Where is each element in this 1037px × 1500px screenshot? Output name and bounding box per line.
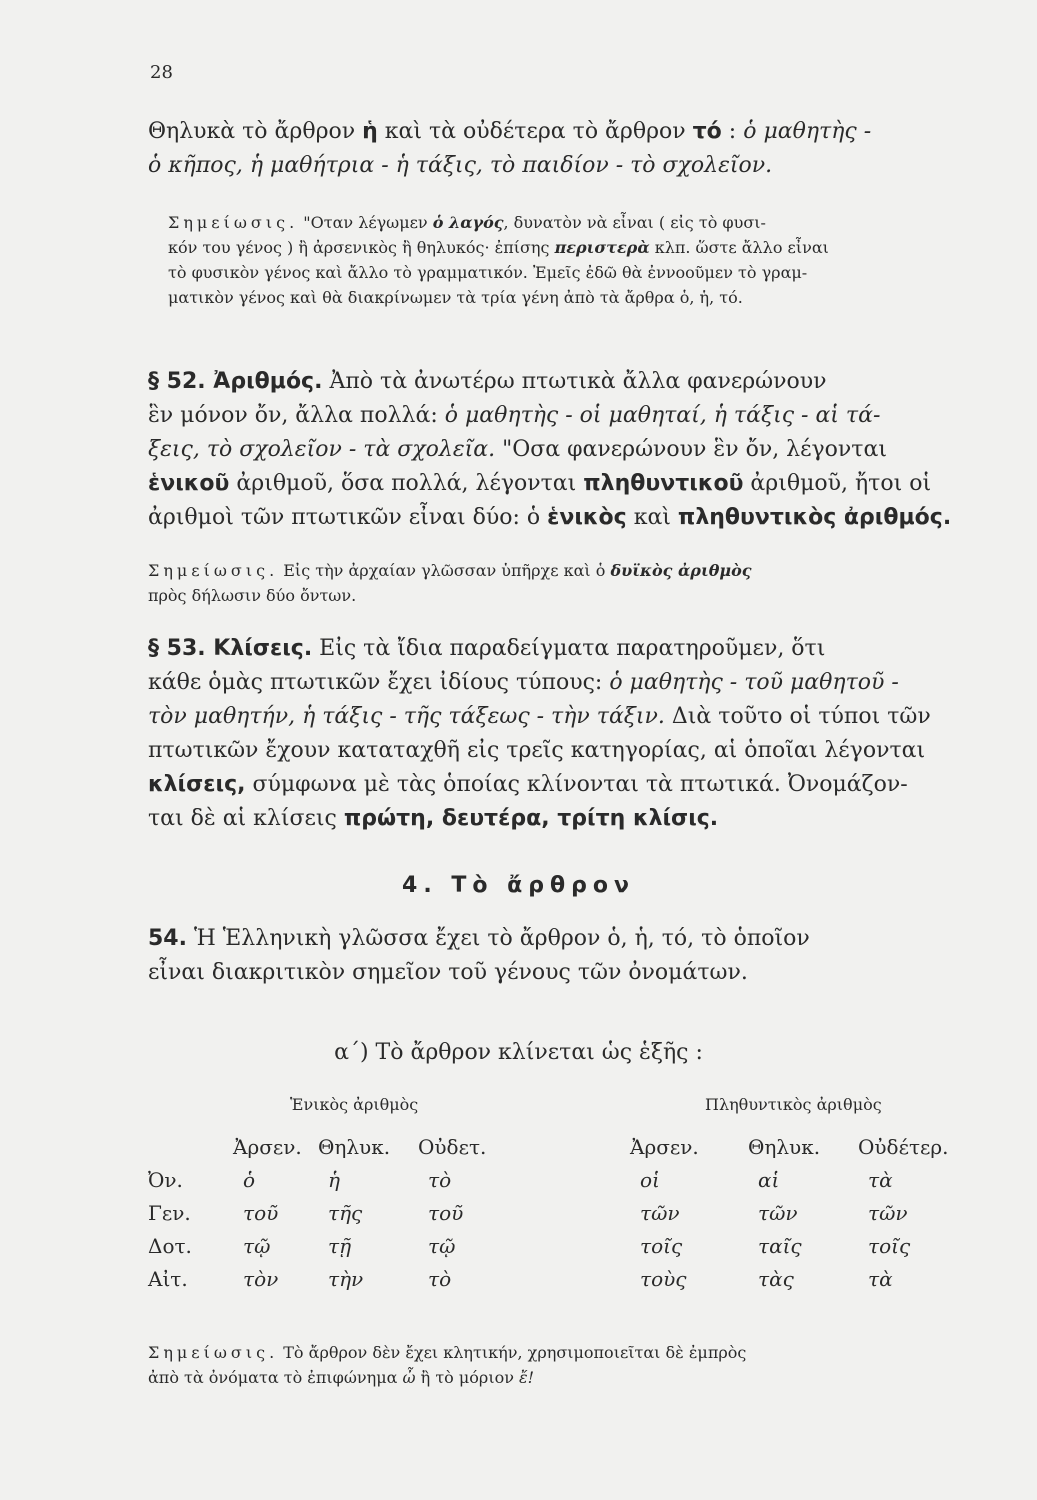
table-caption: α΄) Τὸ ἄρθρον κλίνεται ὡς ἑξῆς :	[334, 1040, 703, 1065]
text-run: ὦ	[402, 1368, 416, 1387]
text-run: τὸν μαθητήν, ἡ τάξις - τῆς τάξεως - τὴν τάξιν.	[148, 704, 665, 729]
text-line	[148, 922, 998, 956]
text-run: :	[721, 119, 744, 144]
text-run: ξεις, τὸ σχολεῖον - τὰ σχολεῖα.	[148, 437, 496, 462]
text-line	[168, 285, 998, 310]
text-run: Εἰς τὴν ἀρχαίαν γλῶσσαν ὑπῆρχε καὶ ὁ	[278, 561, 611, 580]
text-run: πληθυντικοῦ	[583, 471, 744, 496]
text-run: ἓν μόνον ὄν, ἄλλα πολλά:	[148, 403, 445, 428]
text-line	[148, 433, 998, 467]
text-run: ὁ λαγός	[432, 213, 504, 232]
text-run: κλπ. ὥστε ἄλλο εἶναι	[649, 238, 829, 257]
text-line	[168, 210, 998, 235]
text-run: Σημείωσις.	[148, 1343, 279, 1362]
table-cell: τῷ	[243, 1234, 271, 1258]
text-line	[148, 802, 998, 836]
table-cell: τοῦ	[428, 1201, 464, 1225]
text-run: ἔ!	[519, 1368, 535, 1387]
text-line	[148, 1365, 998, 1390]
table-cell: τὸ	[428, 1168, 452, 1192]
table-cell: τὰ	[868, 1168, 893, 1192]
text-line	[148, 583, 998, 608]
text-run: κάθε ὁμὰς πτωτικῶν ἔχει ἰδίους τύπους:	[148, 670, 610, 695]
text-run: πρὸς δήλωσιν δύο ὄντων.	[148, 586, 357, 605]
text-run: Ἡ Ἑλληνικὴ γλῶσσα ἔχει τὸ ἄρθρον ὁ, ἡ, τό, τὸ ὁποῖον	[186, 926, 810, 951]
text-line	[148, 149, 998, 183]
text-line	[148, 666, 998, 700]
text-run: ὁ μαθητὴς - τοῦ μαθητοῦ -	[609, 670, 899, 695]
page-number: 28	[150, 62, 173, 83]
text-run: "Οταν λέγωμεν	[298, 213, 433, 232]
section-52-number	[148, 365, 998, 535]
text-run: ἀριθμοῦ, ὅσα πολλά, λέγονται	[229, 471, 584, 496]
table-cell: τῶν	[758, 1201, 798, 1225]
text-line	[148, 700, 998, 734]
text-line	[148, 501, 998, 535]
singular-label: Ἑνικὸς ἀριθμὸς	[290, 1095, 419, 1114]
note-vocative	[148, 1340, 998, 1390]
text-run: πτωτικῶν ἔχουν καταταχθῆ εἰς τρεῖς κατηγορίας, αἱ ὁποῖαι λέγονται	[148, 738, 926, 763]
table-cell: τοὺς	[640, 1267, 687, 1291]
text-run: Σημείωσις.	[148, 561, 279, 580]
text-run: ὁ κῆπος, ἡ μαθήτρια - ἡ τάξις, τὸ παιδίον - τὸ σχολεῖον.	[148, 153, 773, 178]
intro-paragraph	[148, 115, 998, 183]
text-run: ἑνικοῦ	[148, 471, 230, 496]
text-run: πληθυντικὸς ἀριθμός.	[677, 505, 952, 530]
case-label: Αἰτ.	[148, 1267, 188, 1291]
table-cell: Ἀρσεν.	[630, 1135, 699, 1159]
table-cell: Ἀρσεν.	[233, 1135, 302, 1159]
table-cell: οἱ	[640, 1168, 660, 1192]
table-cell: τῆς	[328, 1201, 363, 1225]
text-run: § 52. Ἀριθμός.	[148, 369, 323, 394]
table-cell: τοῖς	[640, 1234, 683, 1258]
table-cell: τοῦ	[243, 1201, 279, 1225]
table-cell: Θηλυκ.	[748, 1135, 821, 1159]
text-run: § 53. Κλίσεις.	[148, 636, 313, 661]
text-line	[148, 768, 998, 802]
table-cell: τὸν	[243, 1267, 279, 1291]
text-run: τὸ φυσικὸν γένος καὶ ἄλλο τὸ γραμματικόν. Ἐμεῖς ἐδῶ θὰ ἐννοοῦμεν τὸ γραμ-	[168, 263, 808, 282]
text-line	[148, 558, 998, 583]
table-cell: αἱ	[758, 1168, 780, 1192]
section-54-article	[148, 922, 998, 990]
text-run: ἀριθμοὶ τῶν πτωτικῶν εἶναι δύο: ὁ	[148, 505, 548, 530]
text-line	[148, 115, 998, 149]
text-run: Θηλυκὰ τὸ ἄρθρον	[148, 119, 363, 144]
text-run: κλίσεις,	[148, 772, 246, 797]
section-53-declensions	[148, 632, 998, 836]
text-run: ἀπὸ τὰ ὀνόματα τὸ ἐπιφώνημα	[148, 1368, 403, 1387]
text-run: πρώτη, δευτέρα, τρίτη κλίσις.	[343, 806, 719, 831]
text-line	[168, 235, 998, 260]
table-cell: Οὐδετ.	[418, 1135, 487, 1159]
text-run: ἢ τὸ μόριον	[415, 1368, 520, 1387]
table-cell: τὸ	[428, 1267, 452, 1291]
text-run: εἶναι διακριτικὸν σημεῖον τοῦ γένους τῶν ὀνομάτων.	[148, 960, 748, 985]
text-run: ἀριθμοῦ, ἤτοι οἱ	[743, 471, 932, 496]
text-line	[148, 365, 998, 399]
table-cell: τῶν	[868, 1201, 908, 1225]
table-cell: τῶν	[640, 1201, 680, 1225]
text-run: Εἰς τὰ ἴδια παραδείγματα παρατηροῦμεν, ὅτι	[312, 636, 826, 661]
text-run: , δυνατὸν νὰ εἶναι ( εἰς τὸ φυσι-	[503, 213, 766, 232]
text-line	[148, 1340, 998, 1365]
text-run: Ἀπὸ τὰ ἀνωτέρω πτωτικὰ ἄλλα φανερώνουν	[322, 369, 827, 394]
table-cell: τὰ	[868, 1267, 893, 1291]
text-run: περιστερὰ	[554, 238, 650, 257]
table-cell: τῷ	[428, 1234, 456, 1258]
text-run: ὁ μαθητὴς -	[743, 119, 872, 144]
text-run: Διὰ τοῦτο οἱ τύποι τῶν	[664, 704, 931, 729]
table-cell: Οὐδέτερ.	[858, 1135, 949, 1159]
text-run: ὁ μαθητὴς - οἱ μαθηταί, ἡ τάξις - αἱ τά-	[444, 403, 881, 428]
text-run: ἡ	[362, 119, 378, 144]
text-run: "Οσα φανερώνουν ἓν ὄν, λέγονται	[495, 437, 887, 462]
section-title-article: 4. Τὸ ἄρθρον	[402, 873, 635, 898]
table-cell: τὰς	[758, 1267, 794, 1291]
text-run: 54.	[148, 926, 187, 951]
table-cell: τῇ	[328, 1234, 352, 1258]
text-run: δυϊκὸς ἀριθμὸς	[610, 561, 752, 580]
text-run: σύμφωνα μὲ τὰς ὁποίας κλίνονται τὰ πτωτικά. Ὀνομάζον-	[245, 772, 908, 797]
table-cell: ἡ	[328, 1168, 340, 1192]
case-label: Ὀν.	[148, 1168, 183, 1192]
table-cell: τοῖς	[868, 1234, 911, 1258]
table-cell: τὴν	[328, 1267, 364, 1291]
text-line	[148, 734, 998, 768]
text-run: τό	[692, 119, 722, 144]
text-line	[148, 467, 998, 501]
text-line	[148, 632, 998, 666]
text-run: κόν του γένος ) ἢ ἀρσενικὸς ἢ θηλυκός· ἐπίσης	[168, 238, 555, 257]
text-line	[148, 399, 998, 433]
case-label: Δοτ.	[148, 1234, 192, 1258]
table-cell: Θηλυκ.	[318, 1135, 391, 1159]
note-gender	[168, 210, 998, 310]
text-line	[148, 956, 998, 990]
plural-label: Πληθυντικὸς ἀριθμὸς	[705, 1095, 882, 1114]
text-run: καὶ	[626, 505, 678, 530]
table-cell: ταῖς	[758, 1234, 802, 1258]
text-line	[168, 260, 998, 285]
table-cell: ὁ	[243, 1168, 256, 1192]
case-label: Γεν.	[148, 1201, 191, 1225]
note-dual	[148, 558, 998, 608]
text-run: ματικὸν γένος καὶ θὰ διακρίνωμεν τὰ τρία γένη ἀπὸ τὰ ἄρθρα ὁ, ἡ, τό.	[168, 288, 743, 307]
text-run: καὶ τὰ οὐδέτερα τὸ ἄρθρον	[377, 119, 693, 144]
text-run: ται δὲ αἱ κλίσεις	[148, 806, 344, 831]
text-run: ἑνικὸς	[547, 505, 627, 530]
text-run: Τὸ ἄρθρον δὲν ἔχει κλητικήν, χρησιμοποιεῖται δὲ ἐμπρὸς	[278, 1343, 747, 1362]
text-run: Σημείωσις.	[168, 213, 299, 232]
